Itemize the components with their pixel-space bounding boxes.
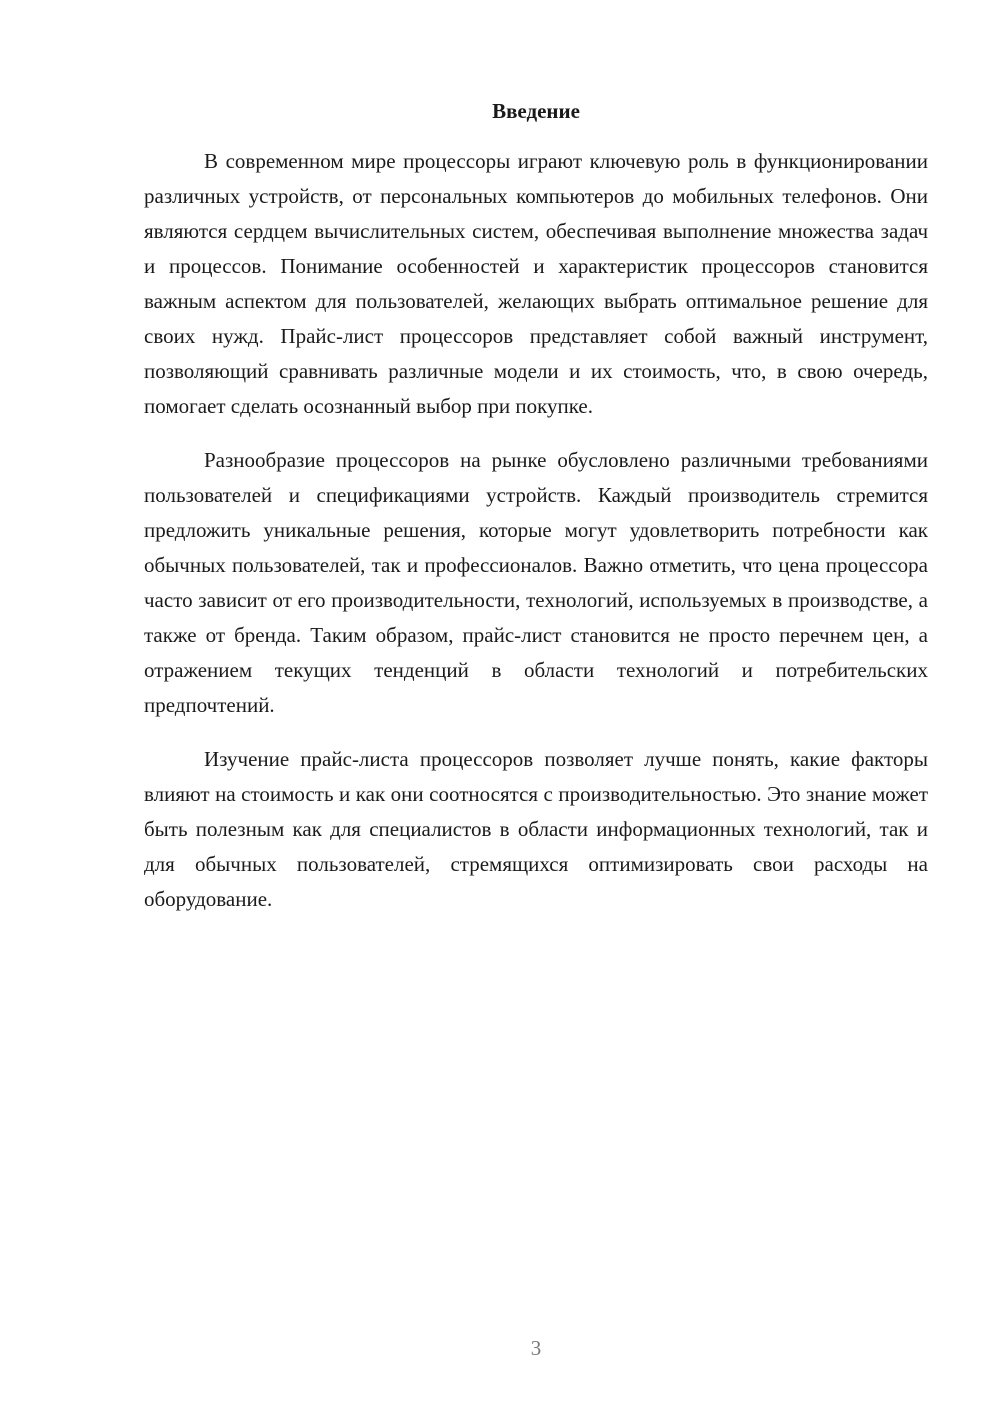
page-title: Введение [492, 99, 580, 123]
paragraph-3: Изучение прайс-листа процессоров позволяет лучше понять, какие факторы влияют на стоимость и как они соотносятся с производительностью. Это знание может быть полезным как для специалистов в области информационных технологий, так и для обычных пользователей, стремящихся оптимизировать свои расходы на оборудование. [144, 747, 928, 911]
paragraph-1: В современном мире процессоры играют ключевую роль в функционировании различных устройств, от персональных компьютеров до мобильных телефонов. Они являются сердцем вычислительных систем, обеспечивая выполнение множества задач и процессов. Понимание особенностей и характеристик процессоров становится важным аспектом для пользователей, желающих выбрать оптимальное решение для своих нужд. Прайс-лист процессоров представляет собой важный инструмент, позволяющий сравнивать различные модели и их стоимость, что, в свою очередь, помогает сделать осознанный выбор при покупке. [144, 149, 928, 418]
page-number: 3 [530, 1336, 542, 1360]
body-text [144, 144, 928, 936]
paragraph-2: Разнообразие процессоров на рынке обусловлено различными требованиями пользователей и спецификациями устройств. Каждый производитель стремится предложить уникальные решения, которые могут удовлетворить потребности как обычных пользователей, так и профессионалов. Важно отметить, что цена процессора часто зависит от его производительности, технологий, используемых в производстве, а также от бренда. Таким образом, прайс-лист становится не просто перечнем цен, а отражением текущих тенденций в области технологий и потребительских предпочтений. [144, 448, 928, 717]
